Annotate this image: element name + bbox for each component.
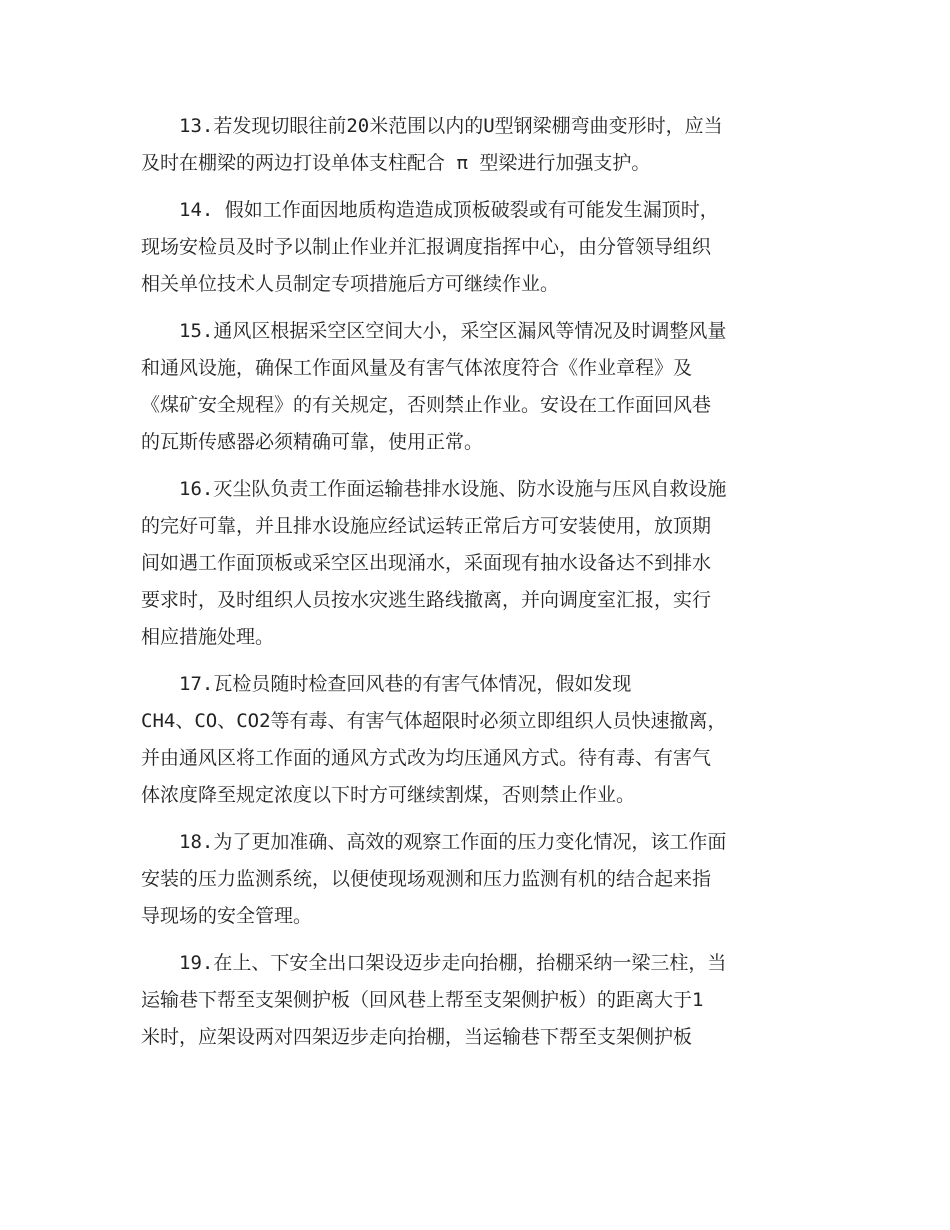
text-line: 18.为了更加准确、高效的观察工作面的压力变化情况，该工作面 (179, 831, 727, 853)
text-line: 的瓦斯传感器必须精确可靠，使用正常。 (141, 431, 484, 453)
text-line: 相关单位技术人员制定专项措施后方可继续作业。 (141, 273, 560, 295)
paragraph (141, 192, 809, 303)
paragraph (141, 945, 809, 1056)
text-line: 相应措施处理。 (141, 626, 275, 648)
text-line: 和通风设施，确保工作面风量及有害气体浓度符合《作业章程》及 (141, 357, 693, 379)
text-line: 16.灭尘队负责工作面运输巷排水设施、防水设施与压风自救设施 (179, 478, 727, 500)
text-line: 体浓度降至规定浓度以下时方可继续割煤，否则禁止作业。 (141, 784, 636, 806)
text-line: 要求时，及时组织人员按水灾逃生路线撤离，并向调度室汇报，实行 (141, 589, 712, 611)
text-line: 安装的压力监测系统，以便使现场观测和压力监测有机的结合起来指 (141, 868, 712, 890)
document-body (141, 108, 809, 1066)
text-line: 导现场的安全管理。 (141, 905, 313, 927)
text-line: 《煤矿安全规程》的有关规定，否则禁止作业。安设在工作面回风巷 (141, 394, 712, 416)
text-line: 17.瓦检员随时检查回风巷的有害气体情况，假如发现 (179, 673, 632, 695)
paragraph (141, 471, 809, 656)
text-line: 的完好可靠，并且排水设施应经试运转正常后方可安装使用，放顶期 (141, 515, 712, 537)
text-line: 并由通风区将工作面的通风方式改为均压通风方式。待有毒、有害气 (141, 747, 712, 769)
text-line: 13.若发现切眼往前20米范围以内的U型钢梁棚弯曲变形时，应当 (179, 115, 723, 137)
text-line: 及时在棚梁的两边打设单体支柱配合 π 型梁进行加强支护。 (141, 152, 651, 174)
text-line: 现场安检员及时予以制止作业并汇报调度指挥中心，由分管领导组织 (141, 236, 712, 258)
text-line: CH4、CO、CO2等有毒、有害气体超限时必须立即组织人员快速撤离， (141, 710, 727, 732)
text-line: 间如遇工作面顶板或采空区出现涌水，采面现有抽水设备达不到排水 (141, 552, 712, 574)
text-line: 19.在上、下安全出口架设迈步走向抬棚，抬棚采纳一梁三柱，当 (179, 952, 727, 974)
paragraph (141, 313, 809, 461)
text-line: 14. 假如工作面因地质构造造成顶板破裂或有可能发生漏顶时， (179, 199, 719, 221)
text-line: 运输巷下帮至支架侧护板（回风巷上帮至支架侧护板）的距离大于1 (141, 989, 704, 1011)
paragraph (141, 824, 809, 935)
paragraph (141, 666, 809, 814)
text-line: 米时，应架设两对四架迈步走向抬棚，当运输巷下帮至支架侧护板 (141, 1026, 693, 1048)
text-line: 15.通风区根据采空区空间大小，采空区漏风等情况及时调整风量 (179, 320, 727, 342)
paragraph (141, 108, 809, 182)
